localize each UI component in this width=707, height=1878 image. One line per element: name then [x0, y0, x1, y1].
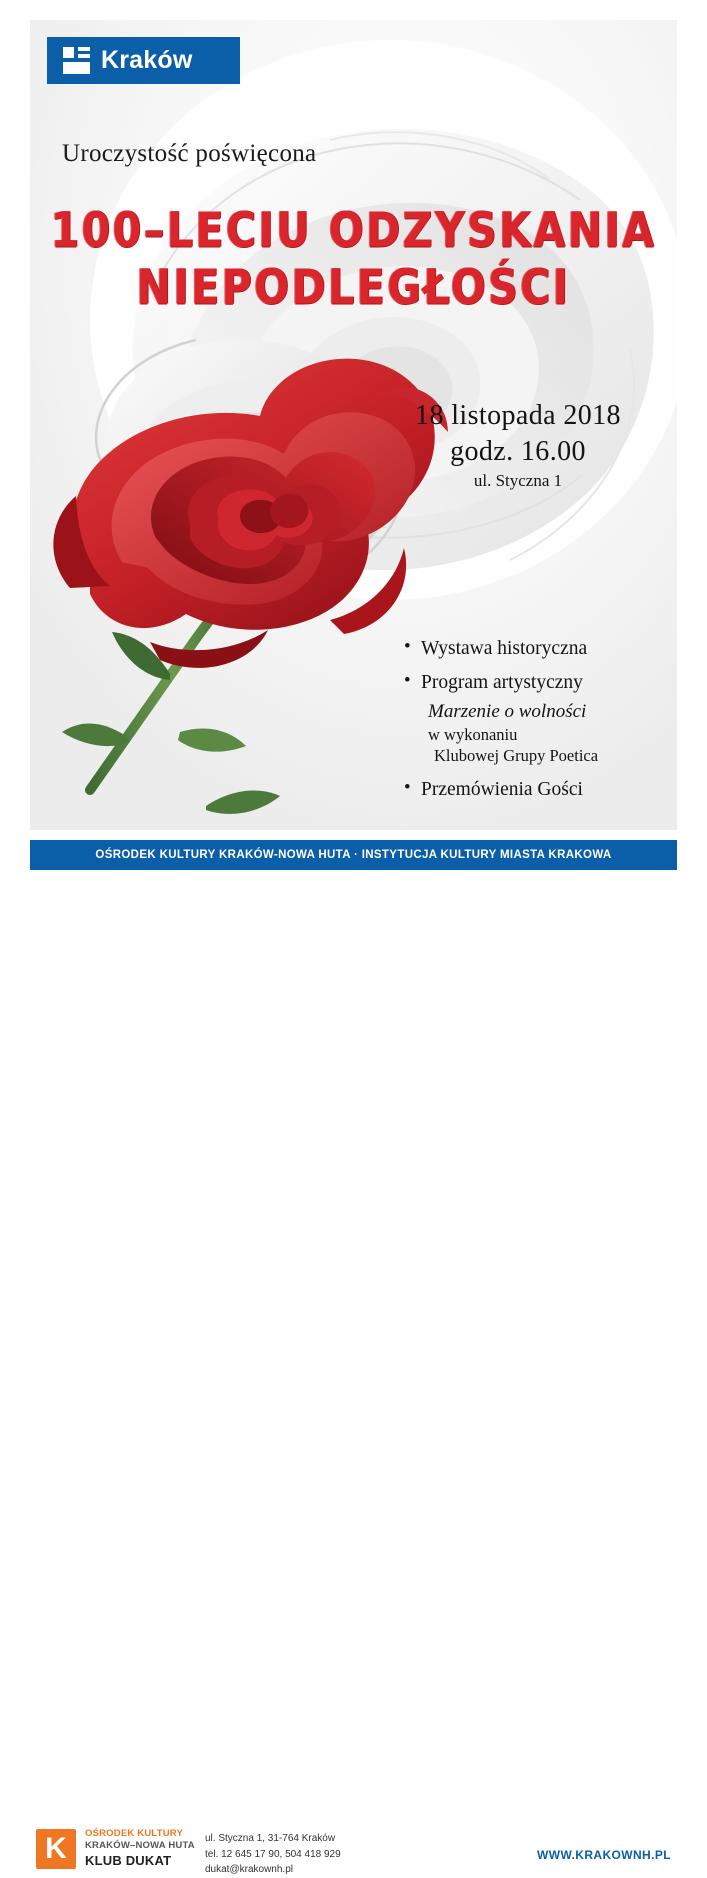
program-list	[404, 637, 664, 813]
event-details	[378, 400, 658, 491]
contact-email[interactable]: dukat@krakownh.pl	[205, 1864, 293, 1875]
ok-logo-line-3: KLUB DUKAT	[85, 1852, 172, 1868]
program-subtitle: Marzenie o wolności	[428, 700, 587, 722]
ok-logo-line-2: KRAKÓW–NOWA HUTA	[85, 1839, 195, 1851]
program-performer-name: Klubowej Grupy Poetica	[434, 745, 599, 765]
event-kicker: Uroczystość poświęcona	[62, 140, 317, 167]
contact-info	[205, 1831, 341, 1878]
list-item: • Przemówienia Gości	[404, 778, 664, 801]
institution-strip: OŚRODEK KULTURY KRAKÓW-NOWA HUTA · INSTYTUCJA KULTURY MIASTA KRAKOWA	[30, 840, 677, 870]
website-link[interactable]: WWW.KRAKOWNH.PL	[537, 1848, 671, 1862]
list-item: • Wystawa historyczna	[404, 637, 664, 660]
event-time: godz. 16.00	[450, 436, 586, 467]
contact-phone: tel. 12 645 17 90, 504 418 929	[205, 1848, 341, 1860]
footer	[0, 900, 707, 1875]
ok-logo-icon: K	[36, 1829, 76, 1869]
program-performer-intro: w wykonaniu	[428, 724, 518, 744]
event-date: 18 listopada 2018	[415, 400, 621, 431]
krakow-logo-bar	[47, 37, 240, 84]
contact-address: ul. Styczna 1, 31-764 Kraków	[205, 1833, 336, 1844]
event-address: ul. Styczna 1	[473, 471, 563, 490]
headline-line-2: NIEPODLEGŁOŚCI	[136, 258, 571, 316]
headline-line-1: 100–LECIU ODZYSKANIA	[50, 201, 657, 259]
page-title	[50, 201, 657, 316]
ok-logo-line-1: OŚRODEK KULTURY	[85, 1828, 183, 1839]
krakow-logo-label: Kraków	[101, 46, 193, 74]
osrodek-kultury-logo	[36, 1828, 195, 1869]
list-item: • Program artystyczny	[404, 671, 664, 694]
krakow-crest-icon	[63, 47, 90, 74]
ok-logo-text	[85, 1828, 195, 1869]
